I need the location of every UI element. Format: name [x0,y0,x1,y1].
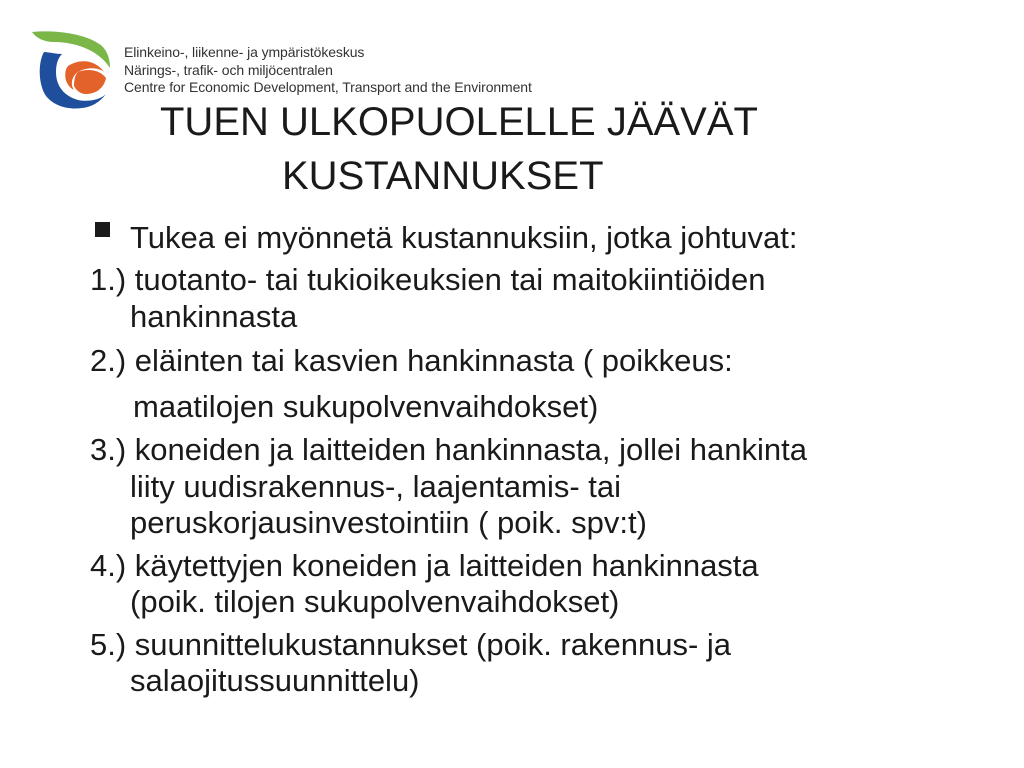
org-name-english: Centre for Economic Development, Transport and the Environment [124,79,532,95]
list-item-3-line-2: liity uudisrakennus-, laajentamis- tai [130,469,622,504]
title-line-2: KUSTANNUKSET [282,154,604,198]
organization-names [124,44,532,97]
org-name-finnish: Elinkeino-, liikenne- ja ympäristökeskus [124,44,365,60]
intro-text: Tukea ei myönnetä kustannuksiin, jotka johtuvat: [130,220,798,255]
list-item-4-line-2: (poik. tilojen sukupolvenvaihdokset) [130,584,620,619]
list-item-5-line-2: salaojitussuunnittelu) [130,663,420,698]
square-bullet-icon [95,222,110,237]
list-item-2-line-1: 2.) eläinten tai kasvien hankinnasta ( poikkeus: [90,343,733,378]
list-item-3-line-3: peruskorjausinvestointiin ( poik. spv:t) [130,505,647,540]
ely-centre-logo [30,28,112,112]
title-line-1: TUEN ULKOPUOLELLE JÄÄVÄT [160,100,758,144]
list-item-4-line-1: 4.) käytettyjen koneiden ja laitteiden hankinnasta [90,548,759,583]
list-item-1-line-1: 1.) tuotanto- tai tukioikeuksien tai maitokiintiöiden [90,262,766,297]
list-item-2-line-2: maatilojen sukupolvenvaihdokset) [133,389,599,424]
list-item-5-line-1: 5.) suunnittelukustannukset (poik. rakennus- ja [90,627,732,662]
list-item-1-line-2: hankinnasta [130,299,298,334]
list-item-3-line-1: 3.) koneiden ja laitteiden hankinnasta, jollei hankinta [90,432,807,467]
org-name-swedish: Närings-, trafik- och miljöcentralen [124,61,333,78]
